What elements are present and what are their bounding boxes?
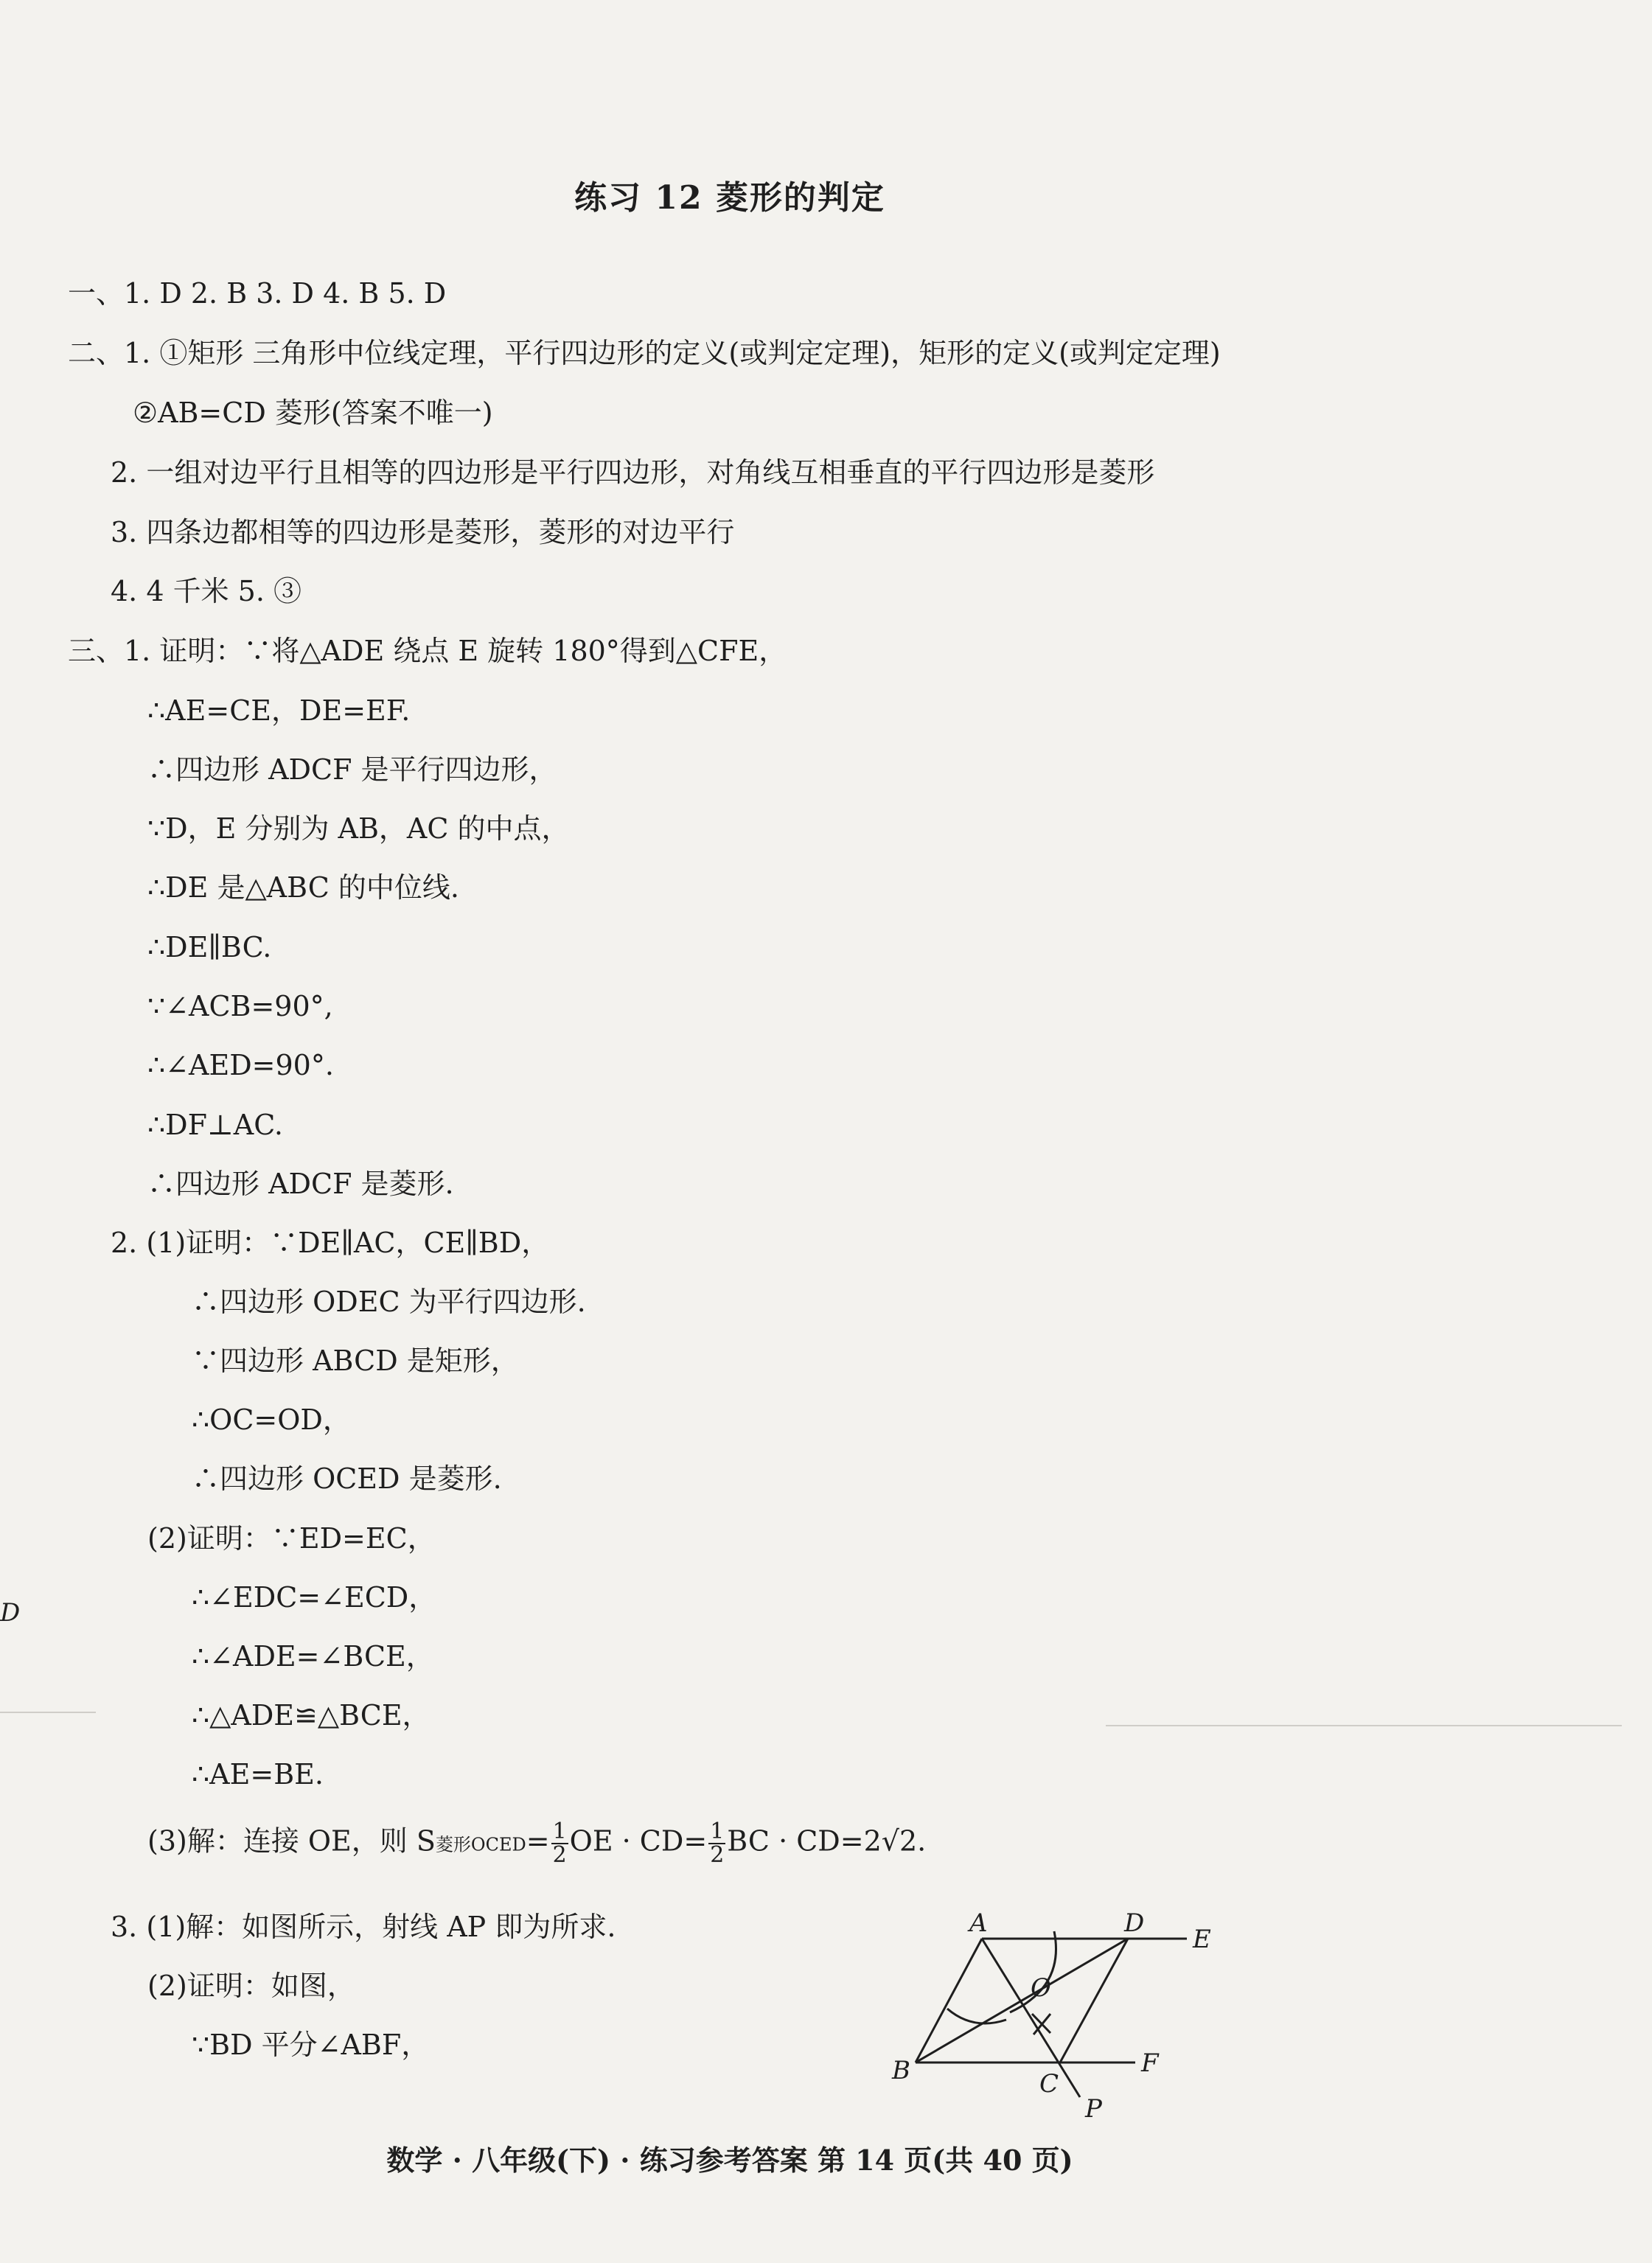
answer-line-fill-2: 2. 一组对边平行且相等的四边形是平行四边形，对角线互相垂直的平行四边形是菱形 [111, 456, 1155, 489]
page-title: 练习 12 菱形的判定 [574, 179, 885, 217]
proof-2-line-1: 2. (1)证明：∵DE∥AC，CE∥BD， [111, 1227, 550, 1259]
label-B: B [892, 2056, 910, 2085]
answer-line-fill-1: 二、1. ①矩形 三角形中位线定理，平行四边形的定义(或判定定理)，矩形的定义(或判定定理) [68, 337, 1221, 369]
proof-1-line-8: ∴∠AED=90°. [147, 1049, 334, 1081]
answer-line-fill-45: 4. 4 千米 5. ③ [111, 575, 302, 607]
solution-text: OE · CD= [569, 1824, 708, 1858]
proof-2b-line-1: (2)证明：∵ED=EC， [147, 1522, 436, 1555]
fraction-half [708, 1821, 725, 1866]
proof-1-line-1: 三、1. 证明：∵将△ADE 绕点 E 旋转 180°得到△CFE， [68, 635, 787, 667]
label-O: O [1031, 1973, 1051, 2003]
label-E: E [1193, 1925, 1211, 1954]
label-F: F [1141, 2048, 1159, 2078]
answer-line-mc: 一、1. D 2. B 3. D 4. B 5. D [68, 277, 447, 310]
page-footer: 数学 · 八年级(下) · 练习参考答案 第 14 页(共 40 页) [386, 2144, 1073, 2177]
proof-2-line-5: ∴四边形 OCED 是菱形. [192, 1462, 502, 1495]
proof-1-line-3: ∴四边形 ADCF 是平行四边形， [147, 753, 557, 786]
proof-3-line-1: 3. (1)解：如图所示，射线 AP 即为所求. [111, 1911, 616, 1943]
solution-2-part-3 [147, 1821, 926, 1866]
proof-1-line-9: ∴DF⊥AC. [147, 1109, 283, 1141]
proof-3-line-2: (2)证明：如图， [147, 1970, 355, 2002]
proof-2-line-2: ∴四边形 ODEC 为平行四边形. [192, 1286, 586, 1318]
proof-2b-line-2: ∴∠EDC=∠ECD， [192, 1581, 437, 1614]
label-D: D [1124, 1909, 1145, 1938]
fold-line-left [0, 1712, 96, 1713]
proof-2b-line-4: ∴△ADE≌△BCE， [192, 1699, 431, 1732]
equals-sign: = [526, 1824, 550, 1858]
line-AP [982, 1939, 1080, 2097]
proof-2-line-3: ∵四边形 ABCD 是矩形， [192, 1345, 519, 1377]
line-BD [916, 1939, 1128, 2062]
fraction-numerator: 1 [710, 1819, 725, 1844]
fraction-denominator: 2 [710, 1842, 725, 1868]
proof-1-line-10: ∴四边形 ADCF 是菱形. [147, 1168, 454, 1200]
geometry-figure [870, 1909, 1238, 2123]
fraction-half [551, 1821, 568, 1866]
answer-line-fill-3: 3. 四条边都相等的四边形是菱形，菱形的对边平行 [111, 516, 735, 548]
proof-1-line-7: ∵∠ACB=90°, [147, 990, 333, 1022]
proof-1-line-2: ∴AE=CE，DE=EF. [147, 694, 411, 727]
fold-line-right [1106, 1725, 1622, 1726]
solution-text: BC · CD=2√2. [727, 1824, 927, 1858]
margin-letter: D [0, 1598, 21, 1628]
label-P: P [1085, 2094, 1102, 2123]
solution-text: (3)解：连接 OE，则 S [147, 1824, 436, 1858]
proof-2b-line-3: ∴∠ADE=∠BCE， [192, 1640, 434, 1673]
label-A: A [969, 1909, 988, 1938]
proof-3-line-3: ∵BD 平分∠ABF， [192, 2029, 430, 2061]
proof-1-line-4: ∵D，E 分别为 AB，AC 的中点， [147, 812, 570, 845]
proof-1-line-5: ∴DE 是△ABC 的中位线. [147, 871, 459, 904]
answer-line-fill-1b: ②AB=CD 菱形(答案不唯一) [133, 397, 493, 429]
proof-1-line-6: ∴DE∥BC. [147, 931, 272, 963]
label-C: C [1039, 2069, 1059, 2099]
construction-arc-small [947, 2009, 1006, 2023]
proof-2-line-4: ∴OC=OD， [192, 1404, 351, 1436]
fraction-denominator: 2 [552, 1842, 567, 1868]
area-subscript: 菱形OCED [435, 1834, 526, 1855]
proof-2b-line-5: ∴AE=BE. [192, 1758, 324, 1790]
fraction-numerator: 1 [552, 1819, 567, 1844]
